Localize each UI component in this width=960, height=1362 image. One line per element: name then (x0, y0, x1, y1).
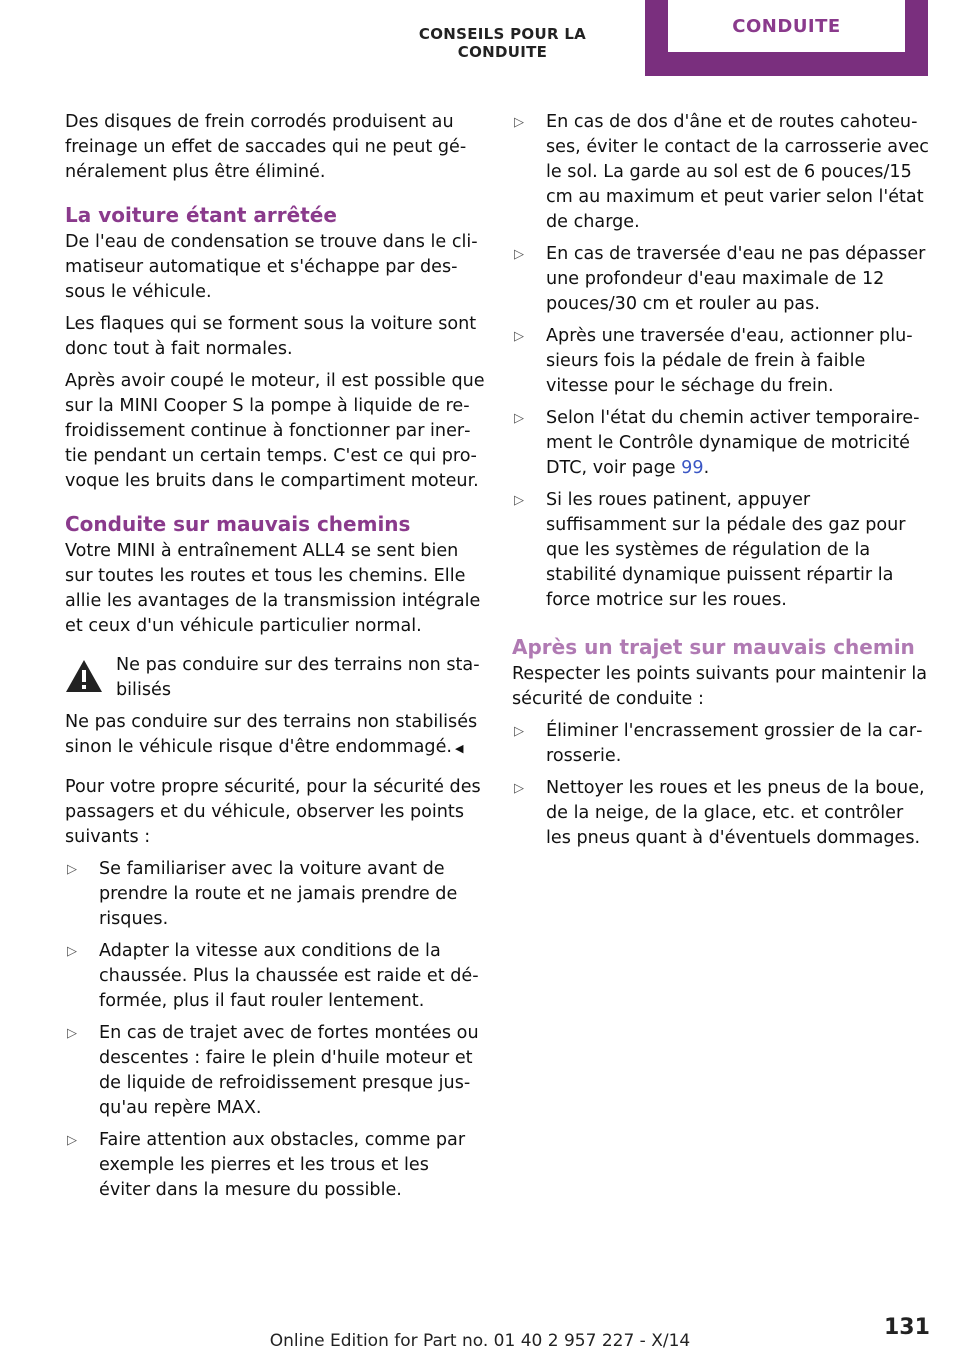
list-item: ▷ En cas de traversée d'eau ne pas dépasser une profondeur d'eau maximale de 12 pouces/30 cm et rouler au pas. (514, 244, 926, 314)
list-item: ▷ Éliminer l'encrassement grossier de la carrosserie. (514, 721, 923, 766)
right-column (512, 110, 930, 858)
bullet-icon: ▷ (67, 862, 77, 877)
warning-triangle-icon (65, 659, 103, 693)
safety-paragraph: Pour votre propre sécurité, pour la sécurité des passagers et du véhicule, observer les points suivants : (65, 777, 481, 847)
bullet-icon: ▷ (514, 724, 524, 739)
bullet-icon: ▷ (67, 944, 77, 959)
bad-roads-list (512, 110, 930, 613)
bullet-icon: ▷ (514, 247, 524, 262)
warning-text: Ne pas conduire sur des terrains non stabilisés sinon le véhicule risque d'être endommagé. ◀ (65, 712, 478, 757)
safety-list (65, 857, 485, 1203)
running-header-section: CONSEILS POUR LA CONDUITE (418, 25, 587, 61)
chapter-tab-label: CONDUITE (668, 0, 905, 52)
end-of-warning-mark: ◀ (455, 742, 464, 755)
after-trip-list (512, 719, 930, 851)
list-item: ▷ En cas de trajet avec de fortes montées ou descentes : faire le plein d'huile moteur et de liquide de refroidissement presque jusqu'au repère MAX. (67, 1023, 479, 1118)
heading-stationary: La voiture étant arrêtée (65, 203, 337, 227)
coolant-pump-paragraph: Après avoir coupé le moteur, il est possible que sur la MINI Cooper S la pompe à liquide de refroidissement continue à fonctionner par inertie pendant un certain temps. C'est ce qui provoque les bruits dans le compartiment moteur. (65, 371, 485, 491)
list-item: ▷ Après une traversée d'eau, actionner plusieurs fois la pédale de frein à faible vitesse pour le séchage du frein. (514, 326, 913, 396)
page-number: 131 (884, 1315, 930, 1340)
bullet-icon: ▷ (67, 1026, 77, 1041)
intro-paragraph: Des disques de frein corrodés produisent au freinage un effet de saccades qui ne peut généralement plus être éliminé. (65, 112, 467, 182)
list-item: ▷ Se familiariser avec la voiture avant de prendre la route et ne jamais prendre de risques. (67, 859, 458, 929)
bullet-icon: ▷ (67, 1133, 77, 1148)
left-column (65, 110, 485, 1210)
heading-bad-roads: Conduite sur mauvais chemins (65, 512, 411, 536)
list-item: ▷ Adapter la vitesse aux conditions de la chaussée. Plus la chaussée est raide et déformée, plus il faut rouler lentement. (67, 941, 479, 1011)
edition-footer: Online Edition for Part no. 01 40 2 957 227 - X/14 (269, 1331, 691, 1351)
page-link-99[interactable]: 99 (681, 458, 704, 478)
puddles-paragraph: Les flaques qui se forment sous la voiture sont donc tout à fait normales. (65, 314, 477, 359)
heading-after-bad-roads: Après un trajet sur mauvais chemin (512, 635, 915, 659)
list-item: ▷ Faire attention aux obstacles, comme par exemple les pierres et les trous et les éviter dans la mesure du possible. (67, 1130, 466, 1200)
after-trip-paragraph: Respecter les points suivants pour maintenir la sécurité de conduite : (512, 664, 928, 709)
bullet-icon: ▷ (514, 115, 524, 130)
warning-title: Ne pas conduire sur des terrains non stabilisés (116, 655, 480, 700)
chapter-tab (645, 0, 928, 76)
all4-paragraph: Votre MINI à entraînement ALL4 se sent bien sur toutes les routes et tous les chemins. Elle allie les avantages de la transmission intégrale et ceux d'un véhicule particulier normal. (65, 541, 481, 636)
list-item: ▷ Si les roues patinent, appuyer suffisamment sur la pédale des gaz pour que les systèmes de régulation de la stabilité dynamique puissent répartir la force motrice sur les roues. (514, 490, 906, 610)
condensation-paragraph: De l'eau de condensation se trouve dans le climatiseur automatique et s'échappe par dessous le véhicule. (65, 232, 478, 302)
bullet-icon: ▷ (514, 411, 524, 426)
warning-block (65, 653, 485, 703)
bullet-icon: ▷ (514, 329, 524, 344)
list-item: ▷ Nettoyer les roues et les pneus de la boue, de la neige, de la glace, etc. et contrôler les pneus quant à d'éventuels dommages. (514, 778, 925, 848)
bullet-icon: ▷ (514, 493, 524, 508)
bullet-icon: ▷ (514, 781, 524, 796)
list-item: ▷ Selon l'état du chemin activer temporairement le Contrôle dynamique de motricité DTC, voir page 99. (514, 408, 920, 478)
list-item: ▷ En cas de dos d'âne et de routes cahoteuses, éviter le contact de la carrosserie avec le sol. La garde au sol est de 6 pouces/15 cm au maximum et peut varier selon l'état de charge. (514, 112, 929, 232)
